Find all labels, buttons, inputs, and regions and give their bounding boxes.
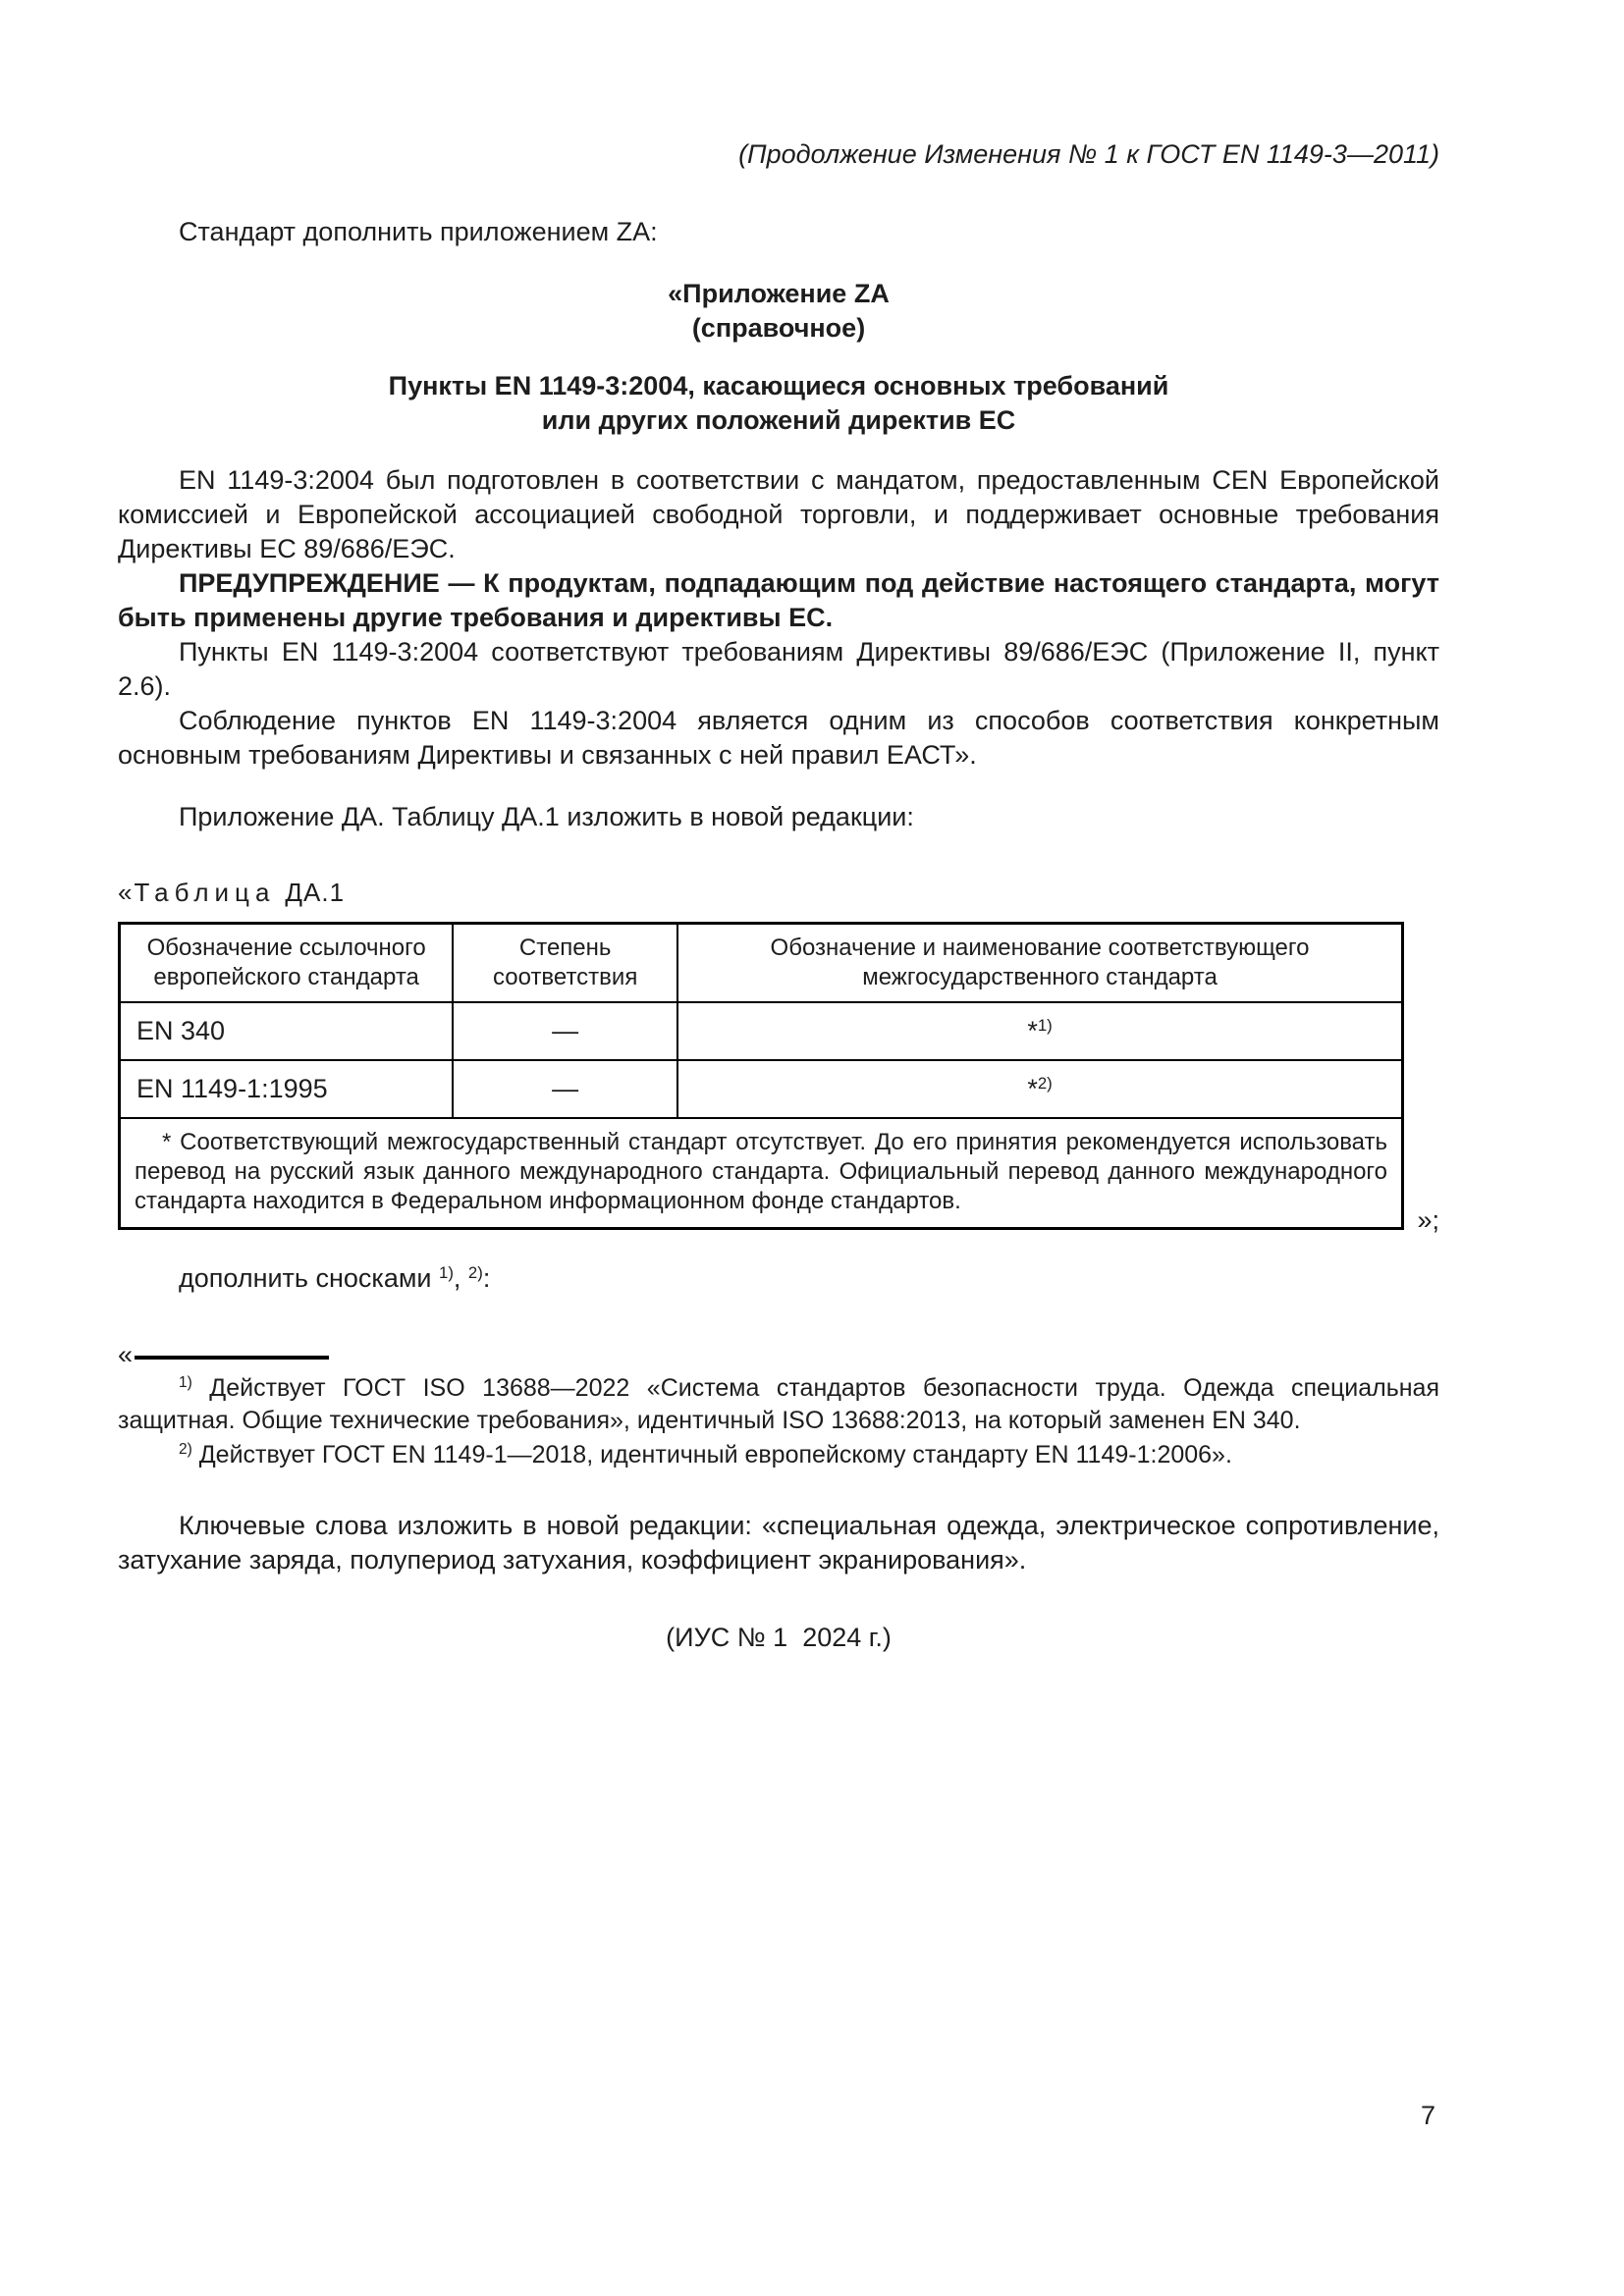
page-number: 7 <box>1420 2101 1435 2130</box>
footnote-star: * <box>1027 1074 1038 1103</box>
table-edit-line: Приложение ДА. Таблицу ДА.1 изложить в новой редакции: <box>179 802 914 831</box>
footnote-ref-1: 1) <box>1037 1015 1053 1035</box>
ius-note: (ИУС № 1 2024 г.) <box>666 1623 892 1652</box>
col-header-degree: Степень соответствия <box>453 924 677 1003</box>
footnote-intro-colon: : <box>482 1263 491 1293</box>
footnote-intro-text: дополнить сносками <box>179 1263 432 1293</box>
section-title <box>118 369 1439 438</box>
cell-standard: EN 1149-1:1995 <box>120 1060 454 1118</box>
paragraph-mandate: EN 1149-3:2004 был подготовлен в соответствии с мандатом, предоставленным CEN Европейской комиссией и Европейской ассоциацией свободной торговли, и поддерживает основные требования Директивы ЕС 89/686/ЕЭС. <box>118 465 1439 563</box>
table-row <box>120 1002 1403 1060</box>
footnote-2 <box>118 1439 1439 1471</box>
table-caption-word: Таблица <box>134 878 276 907</box>
footnote-1-marker: 1) <box>179 1374 192 1392</box>
table-caption-quote: « <box>118 878 133 907</box>
table-da1-wrapper <box>118 922 1439 1235</box>
annex-type: (справочное) <box>691 313 866 343</box>
paragraph-compliance: Соблюдение пунктов EN 1149-3:2004 является одним из способов соответствия конкретным основным требованиям Директивы и связанных с ней правил ЕАСТ». <box>118 706 1439 770</box>
col-header-ref-standard: Обозначение ссылочного европейского стандарта <box>120 924 454 1003</box>
footnote-intro-sup-1: 1) <box>439 1262 454 1282</box>
table-caption <box>118 876 1439 910</box>
keywords-paragraph: Ключевые слова изложить в новой редакции: «специальная одежда, электрическое сопротивление, затухание заряда, полупериод затухания, коэффициент экранирования». <box>118 1511 1439 1575</box>
open-quote-mark: « <box>118 1339 134 1369</box>
section-title-line2: или других положений директив ЕС <box>541 405 1016 435</box>
footnote-ref-2: 2) <box>1037 1073 1053 1093</box>
footnote-star: * <box>1027 1016 1038 1045</box>
col-header-interstate-standard: Обозначение и наименование соответствующего межгосударственного стандарта <box>677 924 1402 1003</box>
annex-heading <box>118 277 1439 346</box>
cell-interstate-ref <box>677 1002 1402 1060</box>
footnote-separator <box>118 1339 1439 1370</box>
footnote-intro-sup-2: 2) <box>467 1262 483 1282</box>
cell-degree: — <box>453 1060 677 1118</box>
paragraph-directive-ref: Пункты EN 1149-3:2004 соответствуют требованиям Директивы 89/686/ЕЭС (Приложение II, пункт 2.6). <box>118 637 1439 701</box>
footnote-intro <box>118 1261 1439 1296</box>
cell-degree: — <box>453 1002 677 1060</box>
paragraph-warning: ПРЕДУПРЕЖДЕНИЕ — К продуктам, подпадающим под действие настоящего стандарта, могут быть применены другие требования и директивы ЕС. <box>118 568 1439 632</box>
closing-quote-mark: »; <box>1417 1205 1439 1235</box>
footnote-2-marker: 2) <box>179 1441 192 1459</box>
table-note-row <box>120 1118 1403 1229</box>
cell-interstate-ref <box>677 1060 1402 1118</box>
footnote-intro-separator: , <box>453 1263 468 1293</box>
continuation-note: (Продолжение Изменения № 1 к ГОСТ EN 1149-3—2011) <box>738 139 1439 169</box>
table-caption-number: ДА.1 <box>285 878 346 907</box>
annex-title: «Приложение ZA <box>668 279 890 308</box>
footnote-1 <box>118 1372 1439 1437</box>
supplement-line: Стандарт дополнить приложением ZA: <box>179 217 658 246</box>
footnote-rule <box>135 1356 329 1360</box>
table-row <box>120 1060 1403 1118</box>
section-title-line1: Пункты EN 1149-3:2004, касающиеся основных требований <box>388 371 1169 400</box>
table-note: * Соответствующий межгосударственный стандарт отсутствует. До его принятия рекомендуется использовать перевод на русский язык данного международного стандарта. Официальный перевод данного международного стандарта находится в Федеральном информационном фонде стандартов. <box>120 1118 1403 1229</box>
table-header-row <box>120 924 1403 1003</box>
footnote-1-text: Действует ГОСТ ISO 13688—2022 «Система стандартов безопасности труда. Одежда специальная защитная. Общие технические требования», идентичный ISO 13688:2013, на который заменен EN 340. <box>118 1374 1439 1434</box>
cell-standard: EN 340 <box>120 1002 454 1060</box>
footnote-2-text: Действует ГОСТ EN 1149-1—2018, идентичный европейскому стандарту EN 1149-1:2006». <box>191 1441 1232 1468</box>
table-da1 <box>118 922 1404 1230</box>
